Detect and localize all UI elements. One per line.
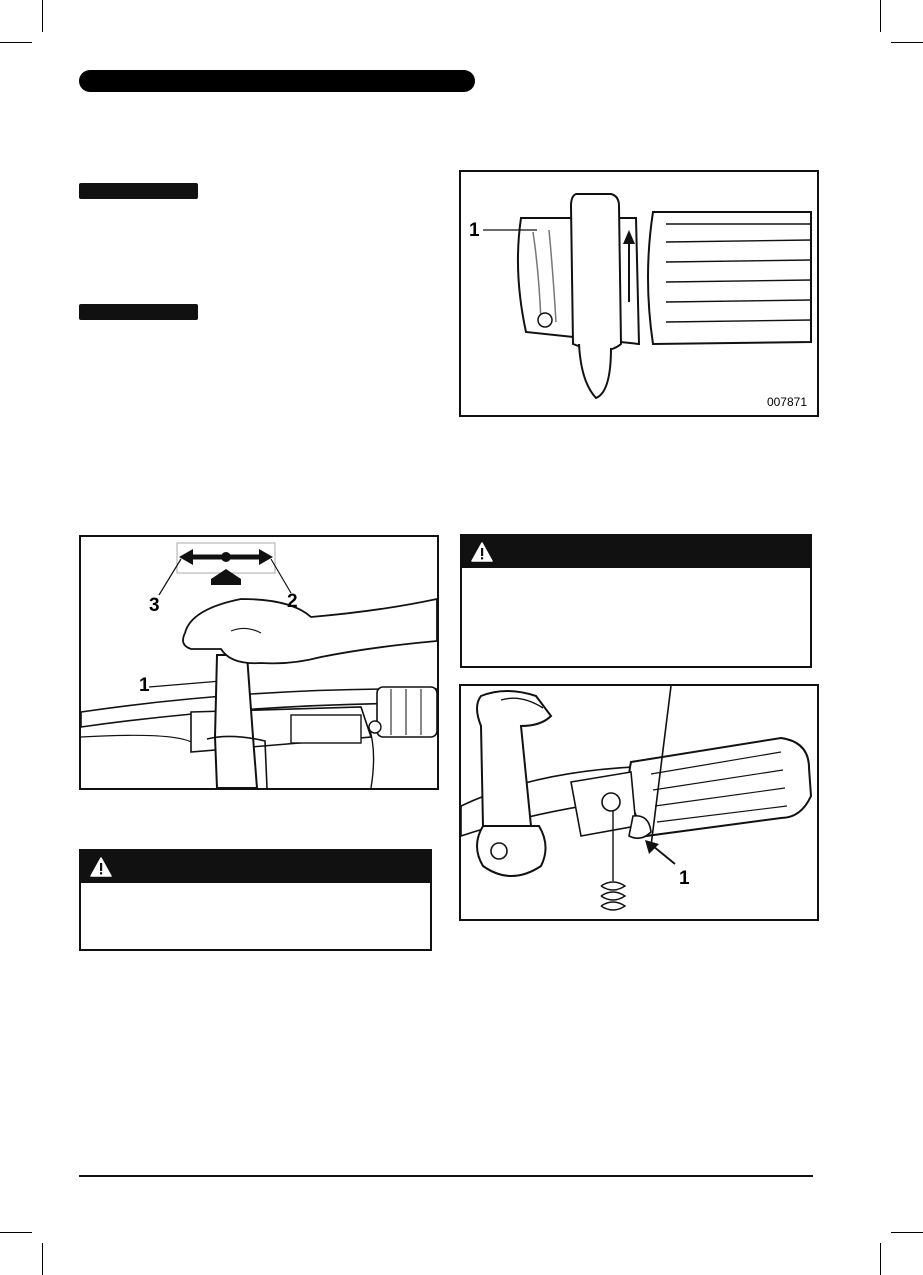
crop-mark xyxy=(891,42,923,43)
warning-header xyxy=(462,536,810,568)
throttle-illustration xyxy=(461,172,817,415)
warning-triangle-icon xyxy=(471,542,493,562)
callout-number: 3 xyxy=(149,595,160,616)
crop-mark xyxy=(42,0,43,32)
crop-mark xyxy=(0,1232,32,1233)
crop-mark xyxy=(42,1243,43,1275)
warning-triangle-icon xyxy=(90,857,112,877)
subheading-bar xyxy=(79,183,198,199)
crop-mark xyxy=(891,1232,923,1233)
crop-mark xyxy=(880,0,881,32)
crop-mark xyxy=(880,1243,881,1275)
crop-mark xyxy=(0,42,32,43)
shift-lever-figure xyxy=(79,535,439,790)
subheading-bar xyxy=(79,304,198,320)
lanyard-illustration xyxy=(461,686,817,919)
callout-number: 1 xyxy=(469,220,480,241)
shift-lever-illustration xyxy=(81,537,437,788)
throttle-figure xyxy=(459,170,819,417)
lanyard-figure xyxy=(459,684,819,921)
callout-number: 1 xyxy=(139,675,150,696)
warning-box xyxy=(460,534,812,668)
callout-number: 1 xyxy=(679,868,690,889)
figure-code: 007871 xyxy=(766,395,807,409)
warning-box xyxy=(79,849,432,951)
callout-number: 2 xyxy=(287,591,298,612)
footer-rule xyxy=(79,1175,813,1177)
section-heading-bar xyxy=(79,70,475,92)
warning-header xyxy=(81,851,430,883)
